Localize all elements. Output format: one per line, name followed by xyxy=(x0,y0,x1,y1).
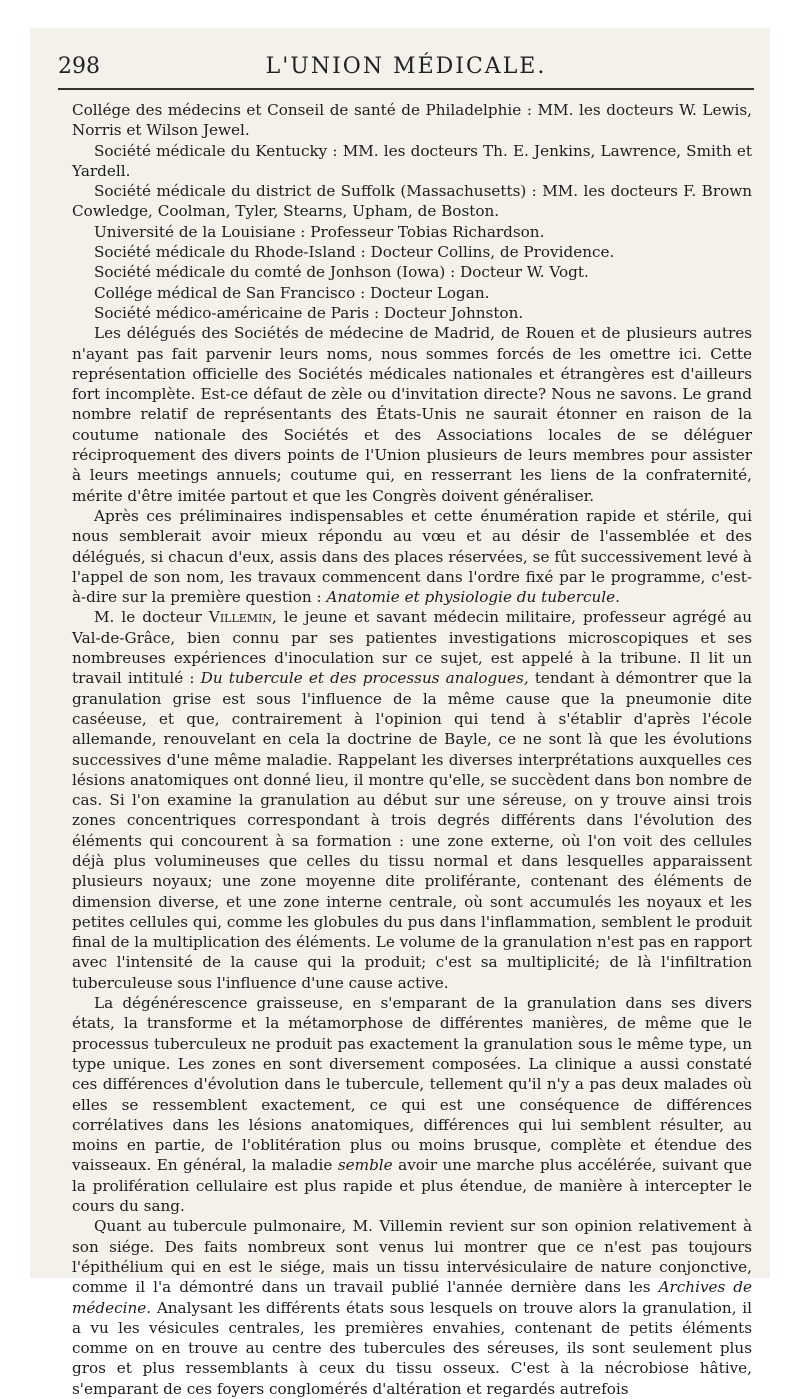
paragraph-text: Après ces préliminaires indispensables et cette énumération rapide et stérile, qui nous semblerait avoir mieux répondu au vœu et au désir de l'assemblée et des délégués, si chacun d'eux, assis dans des places réservées, se fût successivement levé à l'appel de son nom, les travaux commencent dans l'ordre fixé par le programme, c'est-à-dire sur la première question : xyxy=(72,506,752,607)
paragraph: Les délégués des Sociétés de médecine de Madrid, de Rouen et de plusieurs autres n'ayant pas fait parvenir leurs noms, nous sommes forcés de les omettre ici. Cette représentation officielle des Sociétés médicales nationales et étrangères est d'ailleurs fort incomplète. Est-ce défaut de zèle ou d'invitation directe? Nous ne savons. Le grand nombre relatif de représentants des États-Unis ne saurait étonner en raison de la coutume nationale des Sociétés et des Associations locales de se déléguer réciproquement des divers points de l'Union plusieurs de leurs membres pour assister à leurs meetings annuels; coutume qui, en resserrant les liens de la confraternité, mérite d'être imitée partout et que les Congrès doivent généraliser. xyxy=(72,324,752,505)
paragraph-text: La dégénérescence graisseuse, en s'emparant de la granulation dans ses divers états, la transforme et la métamorphose de différentes manières, de même que le processus tuberculeux ne produit pas exactement la granulation sous le même type, un type unique. Les zones en sont diversement composées. La clinique a aussi constaté ces différences d'évolution dans le tubercule, tellement qu'il n'y a pas deux malades où elles se ressemblent exactement, ce qui est une conséquence de différences corrélatives dans les lésions anatomiques, différences qui lui semblent résulter, au moins en partie, de l'oblitération plus ou moins brusque, complète et étendue des vaisseaux. En général, la maladie xyxy=(72,994,752,1175)
work-title: Du tubercule et des processus analogues, xyxy=(200,669,529,688)
paragraph-text: Analysant les différents états sous lesquels on trouve alors la granulation, il a vu les vésicules centrales, les premières envahies, contenant de petits éléments comme on en trouve au centre des tubercules des séreuses, ils sont seulement plus gros et plus ressemblants à ceux du tissu osseux. C'est à la nécrobiose hâtive, s'emparant de ces foyers conglomérés d'altération et regardés autrefois xyxy=(72,1298,752,1398)
delegation-entry: Société médicale du Rhode-Island : Docteur Collins, de Providence. xyxy=(94,243,615,262)
page-number: 298 xyxy=(58,54,100,79)
paragraph-text: , le jeune et savant médecin militaire, professeur agrégé au Val-de-Grâce, bien connu par ses patientes investigations microscopiques et ses nombreuses expériences d'inoculation sur ce sujet, est appelé à la tribune. Il lit un travail intitulé : xyxy=(72,608,753,688)
paragraph xyxy=(72,607,752,993)
paragraph-text: tendant à démontrer que la granulation grise est sous l'influence de la même cause que la pneumonie dite caséeuse, et que, contrairement à l'opinion qui tend à s'établir d'après l'école allemande, renouvelant en cela la doctrine de Bayle, ce ne sont là que les évolutions successives d'une même maladie. Rappelant les diverses interprétations auxquelles ces lésions anatomiques ont donné lieu, il montre qu'elle, se succèdent dans bon nombre de cas. Si l'on examine la granulation au début sur une séreuse, on y trouve ainsi trois zones concentriques correspondant à trois degrés différents dans l'évolution des éléments qui concourent à sa formation : une zone externe, où l'on voit des cellules déjà plus volumineuses que celles du tissu normal et dans lesquelles apparaissent plusieurs noyaux; une zone moyenne dite proliférante, contenant des éléments de dimension diverse, et une zone interne centrale, où sont accumulés les noyaux et les petites cellules qui, comme les globules du pus dans l'inflammation, semblent le produit final de la multiplication des éléments. Le volume de la granulation n'est pas en rapport avec l'intensité de la cause qui la produit; c'est sa multiplicité; de là l'infiltration tuberculeuse sous l'influence d'une cause active. xyxy=(72,669,753,992)
page xyxy=(30,28,770,1398)
delegation-entry: Société médicale du district de Suffolk (Massachusetts) : MM. les docteurs F. Brown Cowledge, Coolman, Tyler, Stearns, Upham, de Boston. xyxy=(72,182,752,221)
paragraph-text: Quant au tubercule pulmonaire, M. Villemin revient sur son opinion relativement à son siége. Des faits nombreux sont venus lui montrer que ce n'est pas toujours l'épithélium qui en est le siége, mais un tissu intervésiculaire de nature conjonctive, comme il l'a démontré dans un travail publié l'année dernière dans les xyxy=(72,1217,752,1297)
paragraph xyxy=(72,506,752,607)
delegation-entry: Collége des médecins et Conseil de santé de Philadelphie : MM. les docteurs W. Lewis, Norris et Wilson Jewel. xyxy=(72,101,752,140)
paragraph xyxy=(72,1216,752,1399)
delegation-entry: Société médicale du comté de Jonhson (Iowa) : Docteur W. Vogt. xyxy=(94,263,589,282)
paragraph-text: avoir une marche plus accélérée, suivant que la prolifération cellulaire est plus rapide et plus étendue, de manière à intercepter le cours du sang. xyxy=(72,1156,753,1216)
question-title: Anatomie et physiologie du tubercule. xyxy=(326,588,620,607)
emphasis: semble xyxy=(337,1156,393,1175)
delegation-entry: Collége médical de San Francisco : Docteur Logan. xyxy=(94,283,490,302)
delegation-entry: Université de la Louisiane : Professeur Tobias Richardson. xyxy=(94,222,545,241)
paragraph-lead: M. le docteur xyxy=(94,608,202,627)
delegation-entry: Société médico-américaine de Paris : Docteur Johnston. xyxy=(94,303,524,322)
article-body xyxy=(72,100,752,1399)
delegation-entry: Société médicale du Kentucky : MM. les docteurs Th. E. Jenkins, Lawrence, Smith et Yardell. xyxy=(72,141,752,180)
running-title: L'UNION MÉDICALE. xyxy=(265,54,547,79)
author-name: Villemin xyxy=(208,608,273,627)
paragraph xyxy=(72,993,752,1216)
page-header xyxy=(58,48,754,90)
journal-title: Archives de médecine. xyxy=(72,1278,753,1317)
